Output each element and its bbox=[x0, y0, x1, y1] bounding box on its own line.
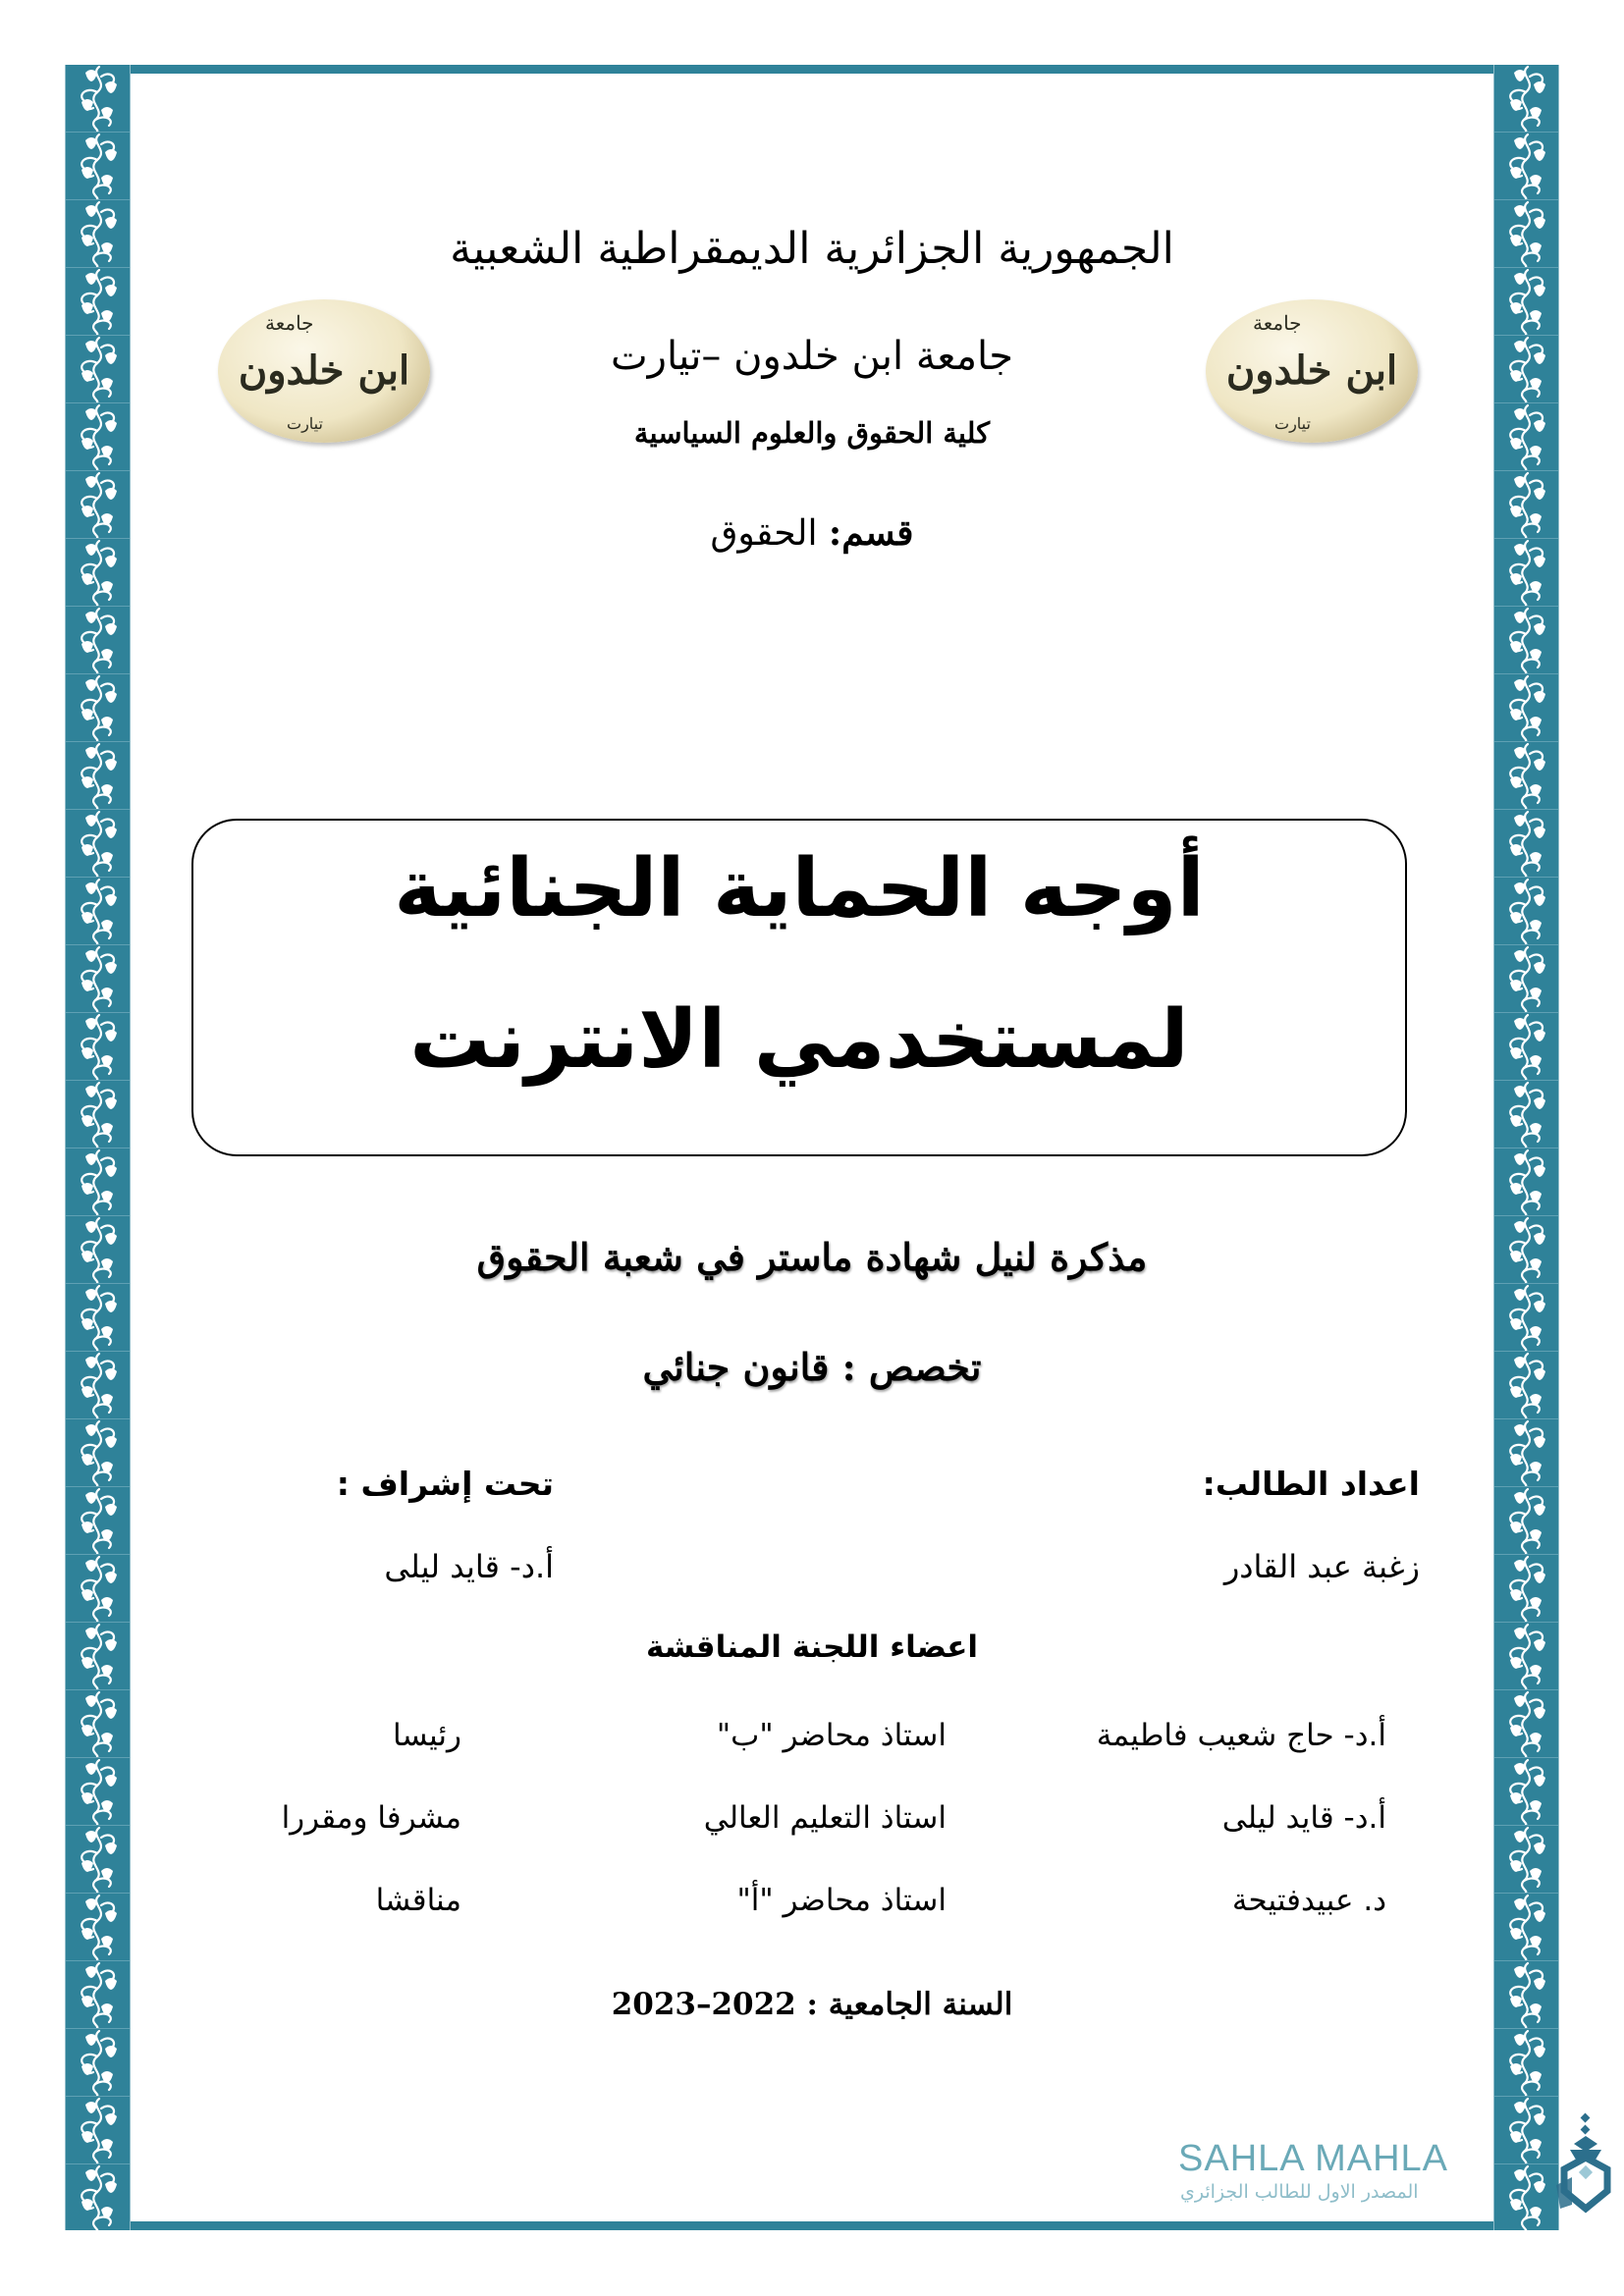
vine-ornament-icon bbox=[1494, 810, 1558, 878]
vine-ornament-icon bbox=[1494, 200, 1558, 268]
department-label: قسم: bbox=[828, 512, 914, 554]
member-rank: استاذ محاضر "أ" bbox=[736, 1883, 947, 1918]
supervisor-label: تحت إشراف : bbox=[336, 1465, 554, 1503]
logo-top-text: جامعة bbox=[265, 311, 314, 335]
vine-ornament-icon bbox=[66, 1216, 130, 1284]
vine-ornament-icon bbox=[66, 1081, 130, 1148]
frame-bottom-border bbox=[131, 2221, 1493, 2230]
vine-ornament-icon bbox=[66, 2164, 130, 2230]
vine-ornament-icon bbox=[66, 1487, 130, 1555]
watermark-tagline: المصدر الاول للطالب الجزائري bbox=[1180, 2181, 1419, 2203]
member-role: مناقشا bbox=[375, 1883, 461, 1918]
vine-ornament-icon bbox=[66, 1284, 130, 1352]
vine-ornament-icon bbox=[1494, 403, 1558, 471]
vine-ornament-icon bbox=[66, 1148, 130, 1216]
student-name: زغبة عبد القادر bbox=[1223, 1548, 1420, 1585]
degree-statement: مذكرة لنيل شهادة ماستر في شعبة الحقوق bbox=[476, 1235, 1148, 1279]
vine-ornament-icon bbox=[66, 1013, 130, 1081]
member-name: د. عبيدفتيحة bbox=[1231, 1883, 1386, 1918]
vine-ornament-icon bbox=[66, 742, 130, 810]
member-role: رئيسا bbox=[392, 1718, 461, 1753]
thesis-title-line-2: لمستخدمي الانترنت bbox=[409, 993, 1189, 1087]
vine-ornament-icon bbox=[66, 1623, 130, 1690]
vine-ornament-icon bbox=[1494, 1013, 1558, 1081]
vine-ornament-icon bbox=[1494, 471, 1558, 539]
logo-main-text: ابن خلدون bbox=[1225, 347, 1398, 394]
logo-top-text: جامعة bbox=[1253, 311, 1302, 335]
vine-ornament-icon bbox=[66, 133, 130, 200]
member-rank: استاذ محاضر "ب" bbox=[716, 1718, 947, 1753]
vine-ornament-icon bbox=[66, 945, 130, 1013]
vine-ornament-icon bbox=[66, 65, 130, 133]
committee-title: اعضاء اللجنة المناقشة bbox=[645, 1629, 979, 1665]
vine-ornament-icon bbox=[66, 810, 130, 878]
vine-ornament-icon bbox=[1494, 945, 1558, 1013]
vine-ornament-icon bbox=[1494, 607, 1558, 674]
logo-bottom-text: تيارت bbox=[1274, 414, 1311, 433]
vine-ornament-icon bbox=[66, 674, 130, 742]
vine-ornament-icon bbox=[1494, 1555, 1558, 1623]
vine-ornament-icon bbox=[1494, 1623, 1558, 1690]
vine-ornament-icon bbox=[66, 1352, 130, 1419]
vine-ornament-icon bbox=[1494, 1148, 1558, 1216]
vine-ornament-icon bbox=[1494, 1216, 1558, 1284]
vine-ornament-icon bbox=[1494, 1487, 1558, 1555]
university-name: جامعة ابن خلدون –تيارت bbox=[611, 334, 1013, 379]
vine-ornament-icon bbox=[66, 1961, 130, 2029]
academic-year: السنة الجامعية : 2022–2023 bbox=[611, 1987, 1013, 2022]
watermark-brand: SAHLA MAHLA bbox=[1178, 2138, 1448, 2179]
vine-ornament-icon bbox=[1494, 65, 1558, 133]
vine-ornament-icon bbox=[1494, 336, 1558, 403]
watermark-logo-icon bbox=[1556, 2110, 1615, 2218]
university-logo-right bbox=[1206, 299, 1418, 443]
logo-bottom-text: تيارت bbox=[287, 414, 323, 433]
vine-ornament-icon bbox=[66, 336, 130, 403]
vine-ornament-icon bbox=[66, 1419, 130, 1487]
vine-ornament-icon bbox=[1494, 539, 1558, 607]
vine-ornament-icon bbox=[1494, 878, 1558, 945]
vine-ornament-icon bbox=[1494, 1081, 1558, 1148]
vine-ornament-icon bbox=[66, 268, 130, 336]
vine-ornament-icon bbox=[1494, 268, 1558, 336]
republic-name: الجمهورية الجزائرية الديمقراطية الشعبية bbox=[450, 224, 1174, 274]
member-name: أ.د- قايد ليلى bbox=[1221, 1800, 1386, 1836]
vine-ornament-icon bbox=[66, 403, 130, 471]
frame-top-border bbox=[131, 65, 1493, 74]
vine-ornament-icon bbox=[66, 200, 130, 268]
vine-ornament-icon bbox=[1494, 1352, 1558, 1419]
vine-ornament-icon bbox=[66, 2029, 130, 2097]
logo-main-text: ابن خلدون bbox=[238, 347, 410, 394]
vine-ornament-icon bbox=[1494, 742, 1558, 810]
vine-ornament-icon bbox=[66, 1555, 130, 1623]
student-label: اعداد الطالب: bbox=[1202, 1465, 1420, 1503]
vine-ornament-icon bbox=[66, 607, 130, 674]
faculty-name: كلية الحقوق والعلوم السياسية bbox=[633, 416, 991, 450]
vine-ornament-icon bbox=[1494, 1961, 1558, 2029]
vine-ornament-icon bbox=[66, 878, 130, 945]
vine-ornament-icon bbox=[1494, 674, 1558, 742]
vine-ornament-icon bbox=[66, 539, 130, 607]
vine-ornament-icon bbox=[66, 2097, 130, 2164]
vine-ornament-icon bbox=[1494, 2029, 1558, 2097]
university-logo-left bbox=[218, 299, 430, 443]
thesis-title-box bbox=[191, 819, 1407, 1156]
member-role: مشرفا ومقررا bbox=[281, 1800, 461, 1836]
vine-ornament-icon bbox=[1494, 1284, 1558, 1352]
thesis-title-line-1: أوجه الحماية الجنائية bbox=[394, 842, 1205, 935]
vine-ornament-icon bbox=[66, 471, 130, 539]
committee-member-row bbox=[0, 1718, 1624, 1777]
vine-ornament-icon bbox=[1494, 1419, 1558, 1487]
specialty: تخصص : قانون جنائي bbox=[642, 1345, 982, 1389]
watermark bbox=[1178, 2138, 1551, 2207]
member-name: أ.د- حاج شعيب فاطيمة bbox=[1096, 1718, 1386, 1753]
vine-ornament-icon bbox=[1494, 133, 1558, 200]
committee-member-row bbox=[0, 1883, 1624, 1942]
department-value: الحقوق bbox=[710, 513, 818, 554]
supervisor-name: أ.د- قايد ليلى bbox=[384, 1548, 554, 1585]
committee-member-row bbox=[0, 1800, 1624, 1859]
member-rank: استاذ التعليم العالي bbox=[703, 1800, 947, 1836]
department bbox=[589, 512, 1035, 554]
